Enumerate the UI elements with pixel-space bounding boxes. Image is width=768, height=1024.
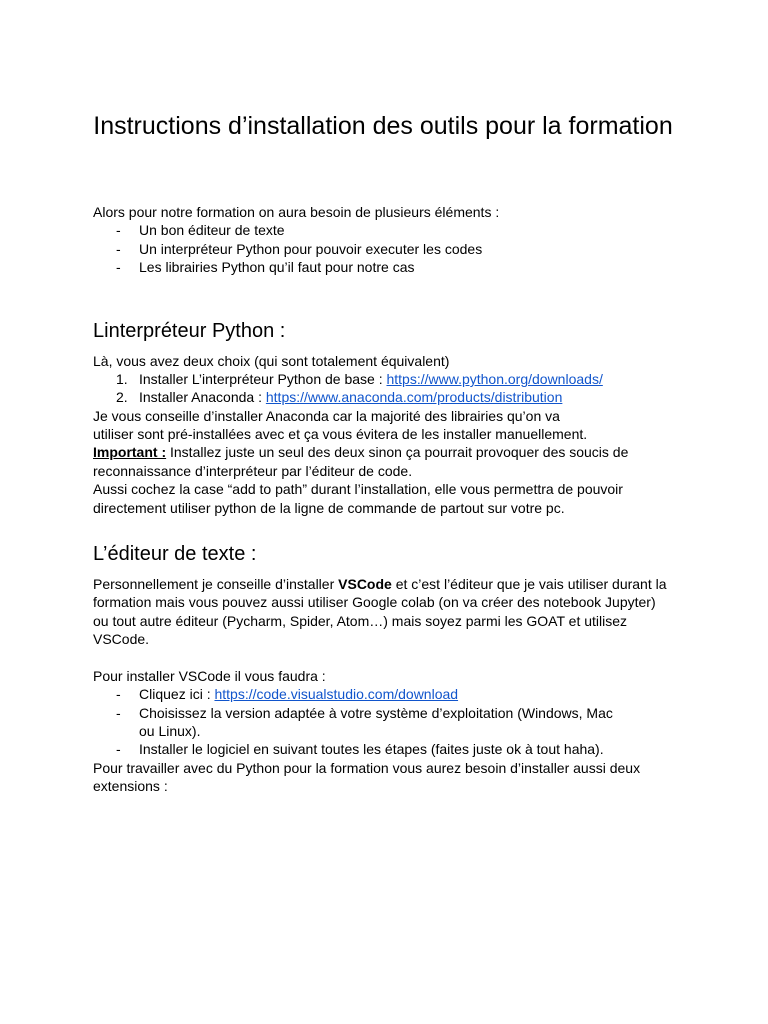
step-install-software: Installer le logiciel en suivant toutes les étapes (faites juste ok à tout haha).	[139, 741, 604, 757]
vscode-bold: VSCode	[338, 576, 392, 592]
bullet-marker: -	[116, 259, 121, 275]
path-line-1: Aussi cochez la case “add to path” durant l’installation, elle vous permettra de pouvoir	[93, 481, 623, 497]
bullet-marker: -	[116, 241, 121, 257]
option-python-label: Installer L’interpréteur Python de base :	[139, 371, 387, 387]
option-python	[139, 370, 603, 388]
choice-text: Là, vous avez deux choix (qui sont totalement équivalent)	[93, 353, 450, 369]
bullet-marker: -	[116, 686, 121, 702]
editor-paragraph-line-2: formation mais vous pouvez aussi utiliser Google colab (on va créer des notebook Jupyter)	[93, 594, 656, 610]
section-heading-python: Linterpréteur Python :	[93, 320, 286, 342]
editor-paragraph-line-1	[93, 575, 667, 593]
intro-item-interpreter: Un interpréteur Python pour pouvoir executer les codes	[139, 241, 483, 257]
bullet-marker: -	[116, 741, 121, 757]
editor-paragraph-line-3: ou tout autre éditeur (Pycharm, Spider, Atom…) mais soyez parmi les GOAT et utilisez	[93, 613, 628, 629]
step-click-label: Cliquez ici :	[139, 686, 215, 702]
intro-item-editor: Un bon éditeur de texte	[139, 222, 285, 238]
editor-text: et c’est l’éditeur que je vais utiliser durant la	[391, 576, 667, 592]
bullet-marker: -	[116, 222, 121, 238]
editor-text: Personnellement je conseille d’installer	[93, 576, 339, 592]
advice-line-2: utiliser sont pré-installées avec et ça vous évitera de les installer manuellement.	[93, 426, 588, 442]
bullet-marker: -	[116, 705, 121, 721]
step-choose-version-line-2: ou Linux).	[139, 723, 201, 739]
option-anaconda	[139, 388, 562, 406]
install-intro: Pour installer VSCode il vous faudra :	[93, 668, 326, 684]
document-title: Instructions d’installation des outils pour la formation	[93, 112, 673, 140]
extensions-line-2: extensions :	[93, 778, 168, 794]
intro-item-libraries: Les librairies Python qu’il faut pour notre cas	[139, 259, 415, 275]
step-choose-version-line-1: Choisissez la version adaptée à votre système d’exploitation (Windows, Mac	[139, 705, 613, 721]
editor-paragraph-line-4: VSCode.	[93, 631, 150, 647]
advice-line-1: Je vous conseille d’installer Anaconda car la majorité des librairies qu’on va	[93, 408, 560, 424]
path-line-2: directement utiliser python de la ligne de commande de partout sur votre pc.	[93, 500, 565, 516]
intro-text: Alors pour notre formation on aura besoin de plusieurs éléments :	[93, 204, 500, 220]
list-number: 2.	[116, 389, 128, 405]
extensions-line-1: Pour travailler avec du Python pour la formation vous aurez besoin d’installer aussi deux	[93, 760, 641, 776]
vscode-download-link[interactable]: https://code.visualstudio.com/download	[214, 686, 459, 702]
option-anaconda-label: Installer Anaconda :	[139, 389, 266, 405]
important-text: Installez juste un seul des deux sinon ça pourrait provoquer des soucis de	[166, 444, 629, 460]
step-click-here	[139, 685, 458, 703]
important-line-2: reconnaissance d’interpréteur par l’éditeur de code.	[93, 463, 413, 479]
important-line-1	[93, 443, 628, 461]
list-number: 1.	[116, 371, 128, 387]
important-label: Important :	[93, 444, 167, 460]
python-download-link[interactable]: https://www.python.org/downloads/	[386, 371, 603, 387]
anaconda-download-link[interactable]: https://www.anaconda.com/products/distribution	[265, 389, 563, 405]
section-heading-editor: L’éditeur de texte :	[93, 543, 257, 565]
